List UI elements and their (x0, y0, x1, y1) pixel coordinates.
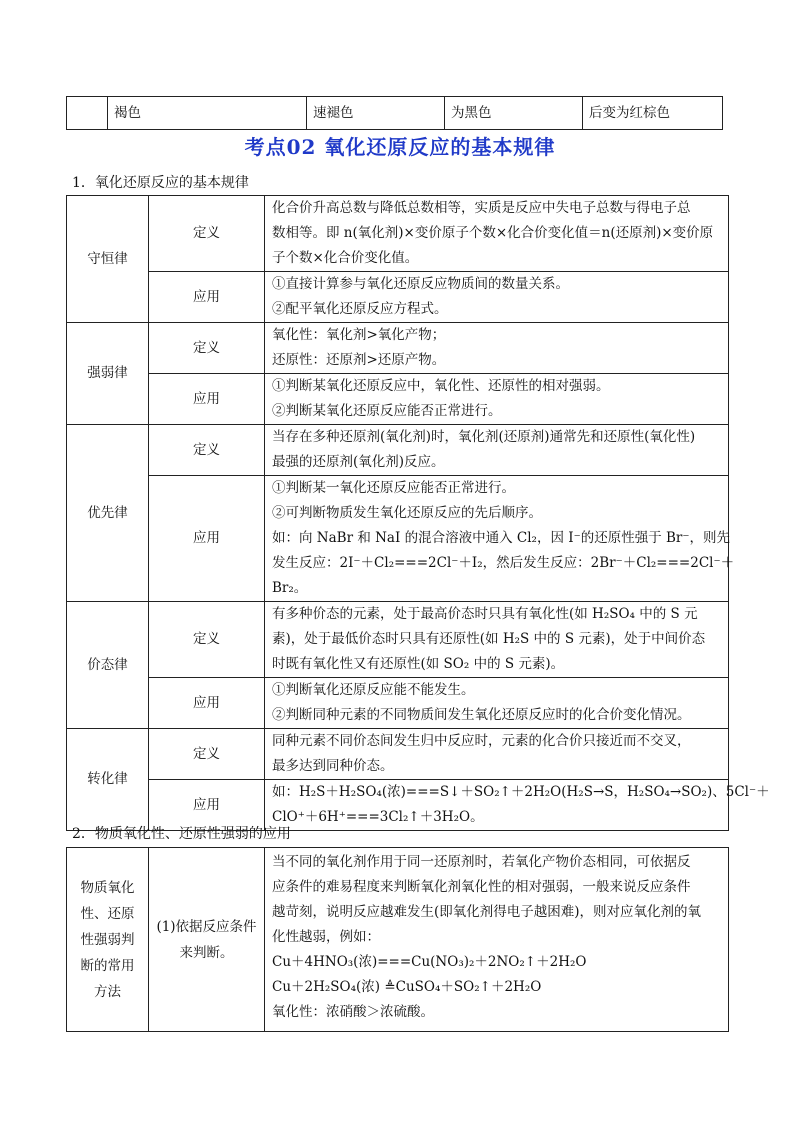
text-line: (1)依据反应条件 (156, 918, 257, 935)
definition-label: 定义 (149, 602, 265, 678)
text-line: 氧化性：氧化剂>氧化产物； (272, 327, 446, 343)
law-name: 转化律 (67, 729, 149, 831)
law-name: 价态律 (67, 602, 149, 729)
text-line: 同种元素不同价态间发生归中反应时，元素的化合价只接近而不交叉， (272, 733, 691, 749)
application-label: 应用 (149, 374, 265, 425)
text-line: ①判断某氧化还原反应中，氧化性、还原性的相对强弱。 (272, 378, 610, 394)
law-name: 强弱律 (67, 323, 149, 425)
text-line: 化性越弱，例如： (272, 929, 380, 945)
definition-label: 定义 (149, 323, 265, 374)
text-line: 物质氧化 (80, 879, 135, 896)
text-line: ②判断某氧化还原反应能否正常进行。 (272, 403, 502, 419)
text-line: 子个数×化合价变化值。 (272, 250, 419, 266)
text-line: Cu＋2H₂SO₄(浓) ≜CuSO₄＋SO₂↑＋2H₂O (272, 979, 542, 995)
table-row (67, 272, 729, 323)
table-row (67, 196, 729, 272)
section-heading-1: 1．氧化还原反应的基本规律 (72, 175, 249, 191)
table-row (67, 602, 729, 678)
application-label: 应用 (149, 780, 265, 831)
text-line: ①直接计算参与氧化还原反应物质间的数量关系。 (272, 276, 569, 292)
definition-label: 定义 (149, 425, 265, 476)
text-line: ②可判断物质发生氧化还原反应的先后顺序。 (272, 505, 542, 521)
definition-content (265, 323, 729, 374)
application-label: 应用 (149, 678, 265, 729)
application-content (265, 272, 729, 323)
text-line: 发生反应：2I⁻＋Cl₂===2Cl⁻＋I₂，然后发生反应：2Br⁻＋Cl₂===2Cl⁻＋ (272, 555, 735, 571)
application-content (265, 780, 770, 831)
cell: 速褪色 (307, 97, 445, 130)
table-row (67, 374, 729, 425)
table-row (67, 678, 729, 729)
text-line: Br₂。 (272, 580, 308, 596)
law-name: 优先律 (67, 425, 149, 602)
law-name: 守恒律 (67, 196, 149, 323)
text-line: 氧化性：浓硝酸＞浓硫酸。 (272, 1004, 434, 1020)
text-line: 还原性：还原剂>还原产物。 (272, 352, 446, 368)
definition-content (265, 602, 729, 678)
application-table (66, 847, 729, 1032)
text-line: 性、还原 (80, 905, 135, 922)
text-line: ①判断某一氧化还原反应能否正常进行。 (272, 480, 515, 496)
application-content (265, 476, 735, 602)
application-label: 应用 (149, 476, 265, 602)
text-line: 如：H₂S＋H₂SO₄(浓)===S↓＋SO₂↑＋2H₂O(H₂S→S，H₂SO₄→SO₂)、5Cl⁻＋ (272, 784, 770, 800)
table-row (67, 425, 729, 476)
color-table-row (66, 96, 723, 130)
text-line: 当不同的氧化剂作用于同一还原剂时，若氧化产物价态相同，可依据反 (272, 854, 691, 870)
text-line: ②判断同种元素的不同物质间发生氧化还原反应时的化合价变化情况。 (272, 707, 691, 723)
cell: 褐色 (108, 97, 307, 130)
cell (67, 97, 108, 130)
definition-content (265, 729, 729, 780)
table-row (67, 323, 729, 374)
application-label: 应用 (149, 272, 265, 323)
text-line: 如：向 NaBr 和 NaI 的混合溶液中通入 Cl₂，因 I⁻的还原性强于 Br⁻，则先 (272, 530, 730, 546)
section-heading-2: 2．物质氧化性、还原性强弱的应用 (72, 826, 291, 842)
text-line: 来判断。 (179, 944, 234, 961)
text-line: 最多达到同种价态。 (272, 758, 394, 774)
category-cell (67, 848, 149, 1032)
page-title: 考点02 氧化还原反应的基本规律 (244, 135, 556, 159)
text-line: ClO⁺＋6H⁺===3Cl₂↑＋3H₂O。 (272, 809, 484, 825)
text-line: ②配平氧化还原反应方程式。 (272, 301, 448, 317)
definition-label: 定义 (149, 729, 265, 780)
text-line: 有多种价态的元素，处于最高价态时只具有氧化性(如 H₂SO₄ 中的 S 元 (272, 606, 698, 622)
table-row (67, 729, 729, 780)
text-line: 当存在多种还原剂(氧化剂)时，氧化剂(还原剂)通常先和还原性(氧化性) (272, 429, 696, 445)
table-row (67, 476, 729, 602)
method-content-cell (265, 848, 729, 1032)
cell: 后变为红棕色 (583, 97, 723, 130)
application-content (265, 374, 729, 425)
text-line: 断的常用 (80, 957, 135, 974)
rules-table (66, 195, 770, 831)
text-line: 数相等。即 n(氧化剂)×变价原子个数×化合价变化值＝n(还原剂)×变价原 (272, 225, 714, 241)
text-line: 应条件的难易程度来判断氧化剂氧化性的相对强弱，一般来说反应条件 (272, 879, 691, 895)
text-line: Cu＋4HNO₃(浓)===Cu(NO₃)₂＋2NO₂↑＋2H₂O (272, 954, 587, 970)
method-cell (149, 848, 265, 1032)
definition-content (265, 196, 729, 272)
definition-label: 定义 (149, 196, 265, 272)
cell: 为黑色 (445, 97, 583, 130)
text-line: ①判断氧化还原反应能不能发生。 (272, 682, 475, 698)
text-line: 最强的还原剂(氧化剂)反应。 (272, 454, 445, 470)
text-line: 时既有氧化性又有还原性(如 SO₂ 中的 S 元素)。 (272, 656, 565, 672)
application-content (265, 678, 729, 729)
text-line: 性强弱判 (80, 931, 135, 948)
definition-content (265, 425, 729, 476)
text-line: 方法 (94, 983, 121, 1000)
text-line: 素)，处于最低价态时只具有还原性(如 H₂S 中的 S 元素)，处于中间价态 (272, 631, 706, 647)
text-line: 越苛刻，说明反应越难发生(即氧化剂得电子越困难)，则对应氧化剂的氧 (272, 904, 702, 920)
text-line: 化合价升高总数与降低总数相等，实质是反应中失电子总数与得电子总 (272, 200, 691, 216)
